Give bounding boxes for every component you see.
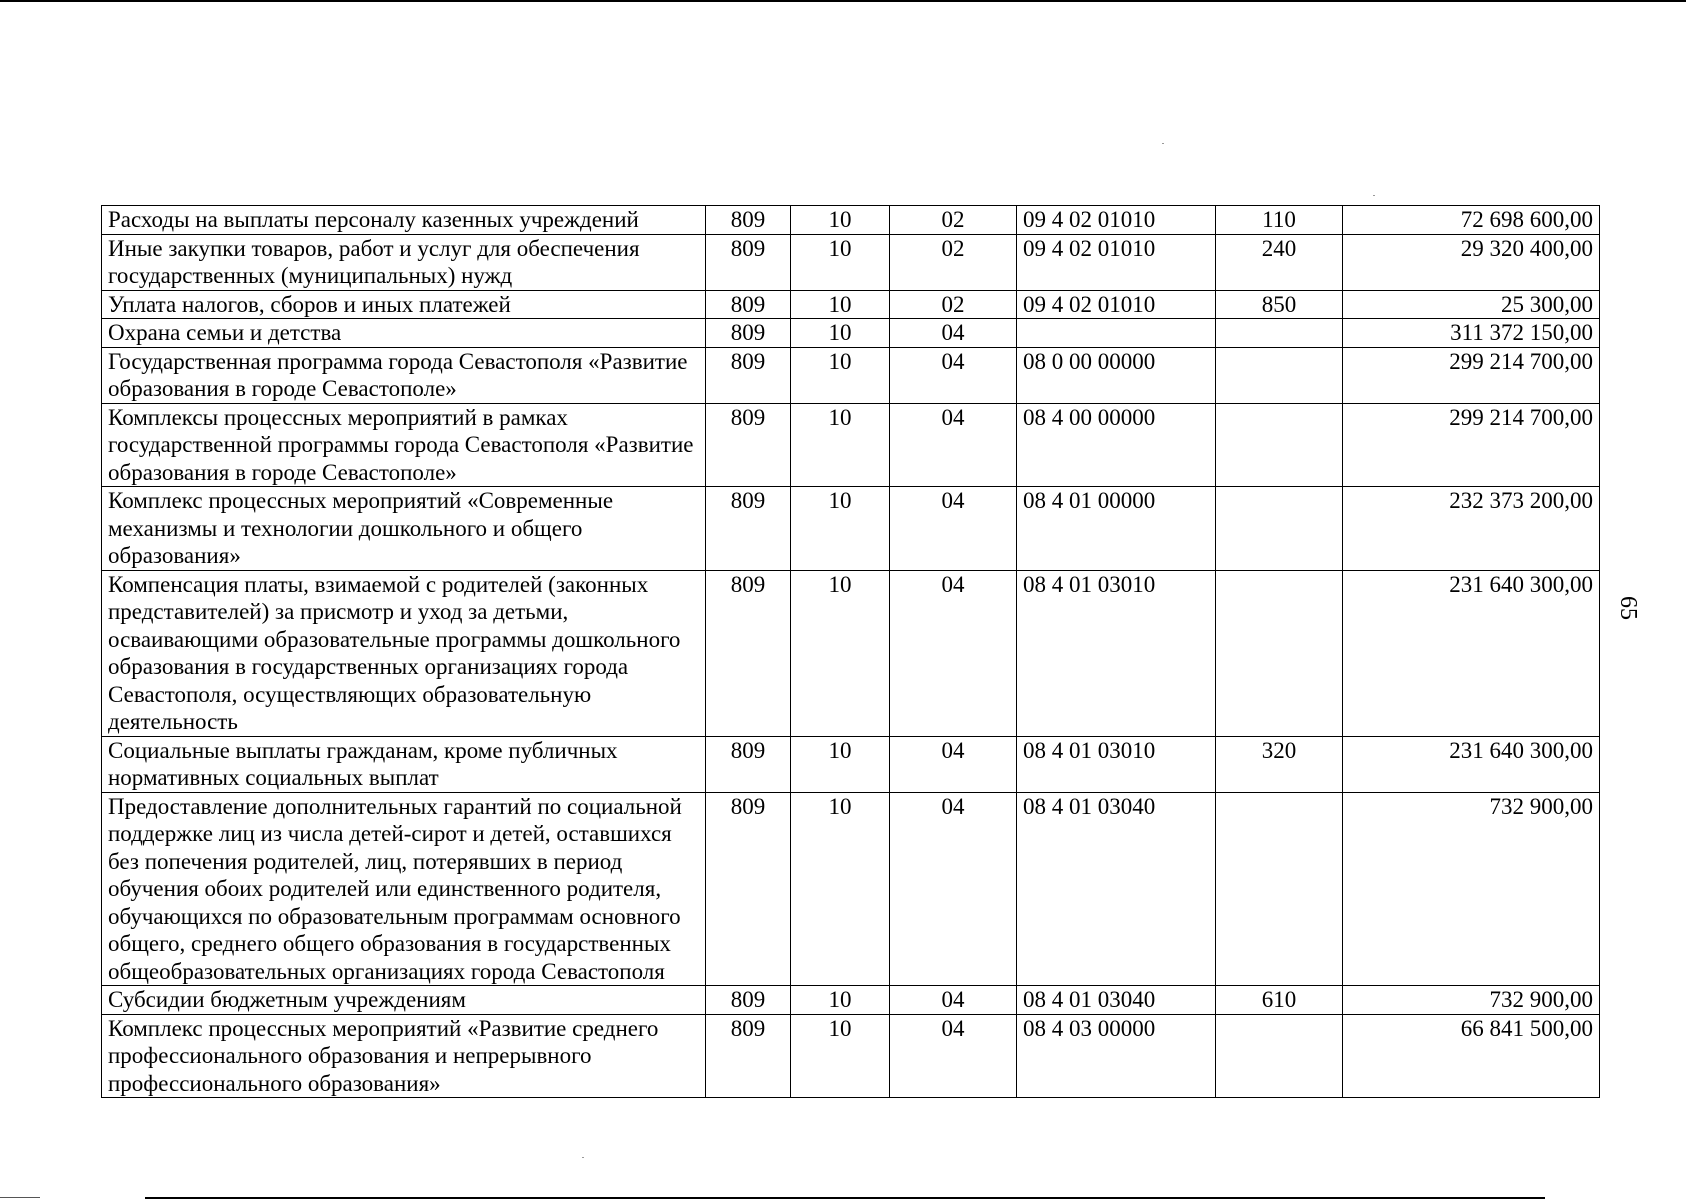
cell-ministry-code: 809 <box>706 347 791 403</box>
cell-subsection: 02 <box>890 206 1017 235</box>
cell-target-code: 09 4 02 01010 <box>1017 206 1216 235</box>
cell-amount: 732 900,00 <box>1343 792 1600 986</box>
cell-amount: 29 320 400,00 <box>1343 234 1600 290</box>
page-bottom-edge <box>145 1197 1545 1199</box>
cell-target-code: 09 4 02 01010 <box>1017 290 1216 319</box>
cell-name: Государственная программа города Севастополя «Развитие образования в городе Севастополе» <box>102 347 706 403</box>
cell-section: 10 <box>791 736 890 792</box>
cell-target-code: 08 4 01 03010 <box>1017 570 1216 736</box>
cell-amount: 66 841 500,00 <box>1343 1014 1600 1098</box>
cell-expense-type: 110 <box>1216 206 1343 235</box>
cell-name: Иные закупки товаров, работ и услуг для обеспечения государственных (муниципальных) нужд <box>102 234 706 290</box>
page-number: 65 <box>1615 596 1641 620</box>
cell-target-code <box>1017 319 1216 348</box>
cell-subsection: 04 <box>890 1014 1017 1098</box>
table-row <box>102 234 1600 290</box>
cell-section: 10 <box>791 1014 890 1098</box>
cell-ministry-code: 809 <box>706 487 791 571</box>
cell-section: 10 <box>791 487 890 571</box>
cell-expense-type <box>1216 487 1343 571</box>
cell-ministry-code: 809 <box>706 319 791 348</box>
cell-subsection: 04 <box>890 792 1017 986</box>
table-row <box>102 319 1600 348</box>
cell-name: Комплекс процессных мероприятий «Современные механизмы и технологии дошкольного и общего образования» <box>102 487 706 571</box>
scan-speck <box>1162 143 1164 144</box>
cell-section: 10 <box>791 290 890 319</box>
cell-name: Компенсация платы, взимаемой с родителей (законных представителей) за присмотр и уход за детьми, осваивающими образовательные программы дошкольного образования в государственных организациях города Севастополя, осуществляющих образовательную деятельность <box>102 570 706 736</box>
cell-ministry-code: 809 <box>706 1014 791 1098</box>
cell-target-code: 09 4 02 01010 <box>1017 234 1216 290</box>
cell-ministry-code: 809 <box>706 403 791 487</box>
cell-ministry-code: 809 <box>706 234 791 290</box>
table-row <box>102 792 1600 986</box>
scan-speck <box>1373 195 1375 196</box>
table-row <box>102 570 1600 736</box>
cell-subsection: 04 <box>890 403 1017 487</box>
cell-target-code: 08 4 01 03010 <box>1017 736 1216 792</box>
cell-name: Субсидии бюджетным учреждениям <box>102 986 706 1015</box>
cell-ministry-code: 809 <box>706 206 791 235</box>
table-row <box>102 206 1600 235</box>
cell-name: Комплексы процессных мероприятий в рамках государственной программы города Севастополя «Развитие образования в городе Севастополе» <box>102 403 706 487</box>
cell-amount: 299 214 700,00 <box>1343 403 1600 487</box>
cell-subsection: 04 <box>890 347 1017 403</box>
cell-amount: 25 300,00 <box>1343 290 1600 319</box>
cell-target-code: 08 0 00 00000 <box>1017 347 1216 403</box>
table-row <box>102 1014 1600 1098</box>
scan-speck <box>582 1157 584 1158</box>
table-row <box>102 736 1600 792</box>
cell-section: 10 <box>791 234 890 290</box>
cell-amount: 232 373 200,00 <box>1343 487 1600 571</box>
cell-target-code: 08 4 01 00000 <box>1017 487 1216 571</box>
cell-section: 10 <box>791 206 890 235</box>
cell-subsection: 02 <box>890 234 1017 290</box>
cell-section: 10 <box>791 792 890 986</box>
cell-section: 10 <box>791 319 890 348</box>
cell-target-code: 08 4 03 00000 <box>1017 1014 1216 1098</box>
page-top-edge <box>0 0 1686 2</box>
table-body <box>102 206 1600 1098</box>
cell-amount: 231 640 300,00 <box>1343 570 1600 736</box>
cell-ministry-code: 809 <box>706 570 791 736</box>
cell-target-code: 08 4 00 00000 <box>1017 403 1216 487</box>
cell-subsection: 04 <box>890 570 1017 736</box>
cell-amount: 732 900,00 <box>1343 986 1600 1015</box>
cell-expense-type <box>1216 792 1343 986</box>
table-row <box>102 290 1600 319</box>
cell-ministry-code: 809 <box>706 792 791 986</box>
table-row <box>102 403 1600 487</box>
cell-subsection: 02 <box>890 290 1017 319</box>
cell-expense-type: 320 <box>1216 736 1343 792</box>
cell-section: 10 <box>791 403 890 487</box>
cell-name: Охрана семьи и детства <box>102 319 706 348</box>
cell-ministry-code: 809 <box>706 986 791 1015</box>
cell-name: Расходы на выплаты персоналу казенных учреждений <box>102 206 706 235</box>
cell-section: 10 <box>791 347 890 403</box>
cell-name: Социальные выплаты гражданам, кроме публичных нормативных социальных выплат <box>102 736 706 792</box>
cell-subsection: 04 <box>890 736 1017 792</box>
cell-target-code: 08 4 01 03040 <box>1017 792 1216 986</box>
table-row <box>102 487 1600 571</box>
cell-target-code: 08 4 01 03040 <box>1017 986 1216 1015</box>
cell-name: Уплата налогов, сборов и иных платежей <box>102 290 706 319</box>
cell-name: Комплекс процессных мероприятий «Развитие среднего профессионального образования и непрерывного профессионального образования» <box>102 1014 706 1098</box>
cell-ministry-code: 809 <box>706 736 791 792</box>
cell-expense-type <box>1216 570 1343 736</box>
table-row <box>102 986 1600 1015</box>
cell-subsection: 04 <box>890 487 1017 571</box>
cell-amount: 231 640 300,00 <box>1343 736 1600 792</box>
cell-subsection: 04 <box>890 319 1017 348</box>
cell-expense-type: 240 <box>1216 234 1343 290</box>
cell-expense-type: 610 <box>1216 986 1343 1015</box>
cell-expense-type <box>1216 1014 1343 1098</box>
cell-section: 10 <box>791 986 890 1015</box>
cell-amount: 311 372 150,00 <box>1343 319 1600 348</box>
cell-subsection: 04 <box>890 986 1017 1015</box>
page-bottom-edge-left <box>0 1197 40 1198</box>
table-row <box>102 347 1600 403</box>
cell-amount: 299 214 700,00 <box>1343 347 1600 403</box>
cell-amount: 72 698 600,00 <box>1343 206 1600 235</box>
cell-section: 10 <box>791 570 890 736</box>
cell-name: Предоставление дополнительных гарантий по социальной поддержке лиц из числа детей-сирот и детей, оставшихся без попечения родителей, лиц, потерявших в период обучения обоих родителей или единственного родителя, обучающихся по образовательным программам основного общего, среднего общего образования в государственных общеобразовательных организациях города Севастополя <box>102 792 706 986</box>
cell-expense-type <box>1216 347 1343 403</box>
cell-expense-type <box>1216 319 1343 348</box>
cell-expense-type: 850 <box>1216 290 1343 319</box>
cell-expense-type <box>1216 403 1343 487</box>
budget-table <box>101 205 1600 1098</box>
cell-ministry-code: 809 <box>706 290 791 319</box>
